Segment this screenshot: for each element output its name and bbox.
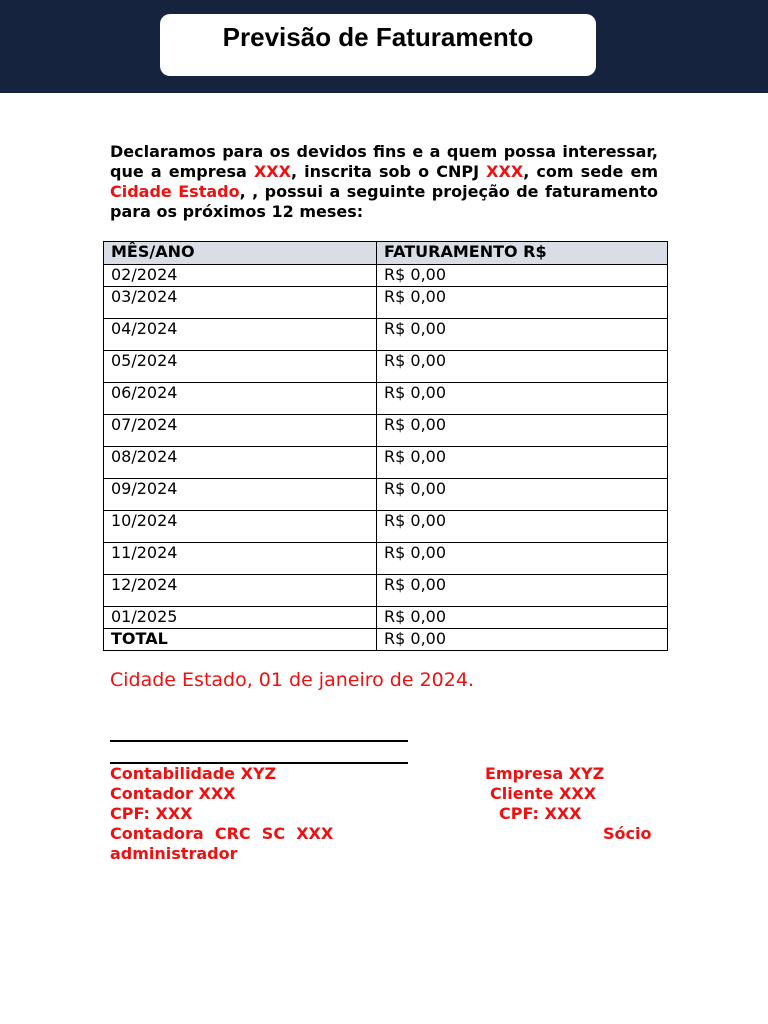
table-row (104, 319, 668, 351)
row-month: 03/2024 (104, 287, 377, 319)
table-row (104, 543, 668, 575)
intro-paragraph (110, 142, 658, 222)
row-value: R$ 0,00 (377, 319, 668, 351)
row-value: R$ 0,00 (377, 383, 668, 415)
revenue-table (103, 241, 668, 651)
row-value: R$ 0,00 (377, 511, 668, 543)
row-value: R$ 0,00 (377, 543, 668, 575)
table-row (104, 607, 668, 629)
intro-text-3: , com sede em (523, 162, 659, 181)
row-month: 10/2024 (104, 511, 377, 543)
accountant-name: Contador XXX (110, 784, 236, 803)
table-header-row (104, 242, 668, 265)
row-month: 06/2024 (104, 383, 377, 415)
intro-city: Cidade Estado (110, 182, 240, 201)
accountant-firm: Contabilidade XYZ (110, 764, 277, 783)
row-value: R$ 0,00 (377, 415, 668, 447)
row-value: R$ 0,00 (377, 575, 668, 607)
row-value: R$ 0,00 (377, 351, 668, 383)
row-value: R$ 0,00 (377, 265, 668, 287)
table-row (104, 287, 668, 319)
row-month: 05/2024 (104, 351, 377, 383)
place-date: Cidade Estado, 01 de janeiro de 2024. (110, 669, 474, 691)
client-role-cont: administrador (110, 844, 238, 863)
header-band-right (711, 0, 768, 93)
client-role: Sócio (603, 824, 652, 843)
table-total-row (104, 629, 668, 651)
row-month: 02/2024 (104, 265, 377, 287)
page-title: Previsão de Faturamento (222, 22, 534, 52)
intro-cnpj: XXX (486, 162, 524, 181)
row-value: R$ 0,00 (377, 447, 668, 479)
row-month: 01/2025 (104, 607, 377, 629)
table-row (104, 447, 668, 479)
row-month: 11/2024 (104, 543, 377, 575)
intro-text-2: , inscrita sob o CNPJ (290, 162, 487, 181)
total-label: TOTAL (104, 629, 377, 651)
table-row (104, 575, 668, 607)
intro-text-1: Declaramos para os devidos fins e a quem possa interessar, que a empresa (110, 142, 658, 181)
table-row (104, 479, 668, 511)
header-month: MÊS/ANO (104, 242, 377, 265)
table-row (104, 351, 668, 383)
row-value: R$ 0,00 (377, 287, 668, 319)
signature-accountant (110, 764, 333, 864)
table-row (104, 511, 668, 543)
row-value: R$ 0,00 (377, 607, 668, 629)
accountant-cpf: CPF: XXX (110, 804, 193, 823)
row-month: 09/2024 (104, 479, 377, 511)
intro-company: XXX (253, 162, 291, 181)
table-row (104, 415, 668, 447)
accountant-crc: Contadora CRC SC XXX (110, 824, 334, 843)
row-month: 04/2024 (104, 319, 377, 351)
row-value: R$ 0,00 (377, 479, 668, 511)
total-value: R$ 0,00 (377, 629, 668, 651)
client-name: Cliente XXX (490, 784, 597, 803)
row-month: 12/2024 (104, 575, 377, 607)
intro-text-4: , , possui a seguinte projeção de faturamento para os próximos 12 meses: (110, 182, 658, 221)
signature-line (110, 740, 408, 742)
header-revenue: FATURAMENTO R$ (377, 242, 668, 265)
client-company: Empresa XYZ (485, 764, 605, 783)
row-month: 08/2024 (104, 447, 377, 479)
table-row (104, 383, 668, 415)
title-box (160, 14, 596, 76)
row-month: 07/2024 (104, 415, 377, 447)
table-row (104, 265, 668, 287)
client-cpf: CPF: XXX (499, 804, 582, 823)
